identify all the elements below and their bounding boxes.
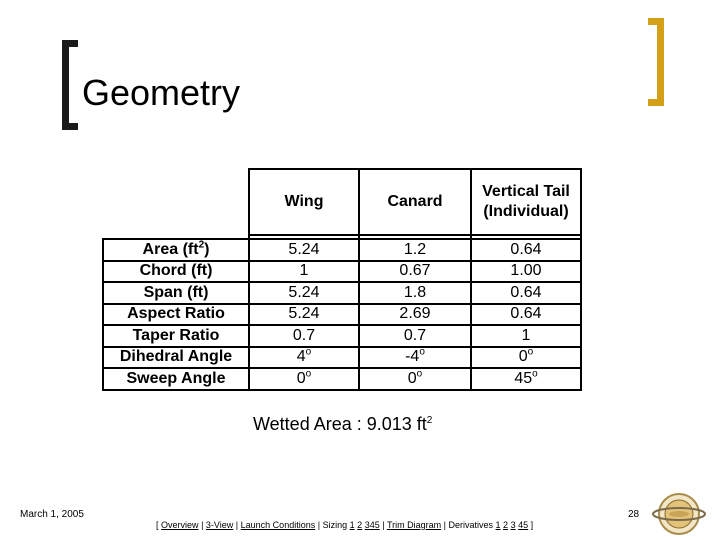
column-header-wing: Wing — [249, 169, 359, 235]
geometry-table — [102, 168, 582, 391]
table-corner-blank — [103, 169, 249, 235]
table-row — [103, 304, 581, 326]
nav-link-derivatives-1[interactable]: 1 — [495, 520, 501, 530]
nav-label-sizing: Sizing — [322, 520, 348, 530]
wetted-area-text: Wetted Area : 9.013 $ft^2$ — [253, 414, 433, 434]
cell-value: 0.64 — [471, 282, 581, 304]
cell-value: 0.64 — [471, 239, 581, 261]
row-label-aspect-ratio: Aspect Ratio — [103, 304, 249, 326]
slide-date: March 1, 2005 — [20, 509, 84, 520]
cell-value: 5.24 — [249, 239, 359, 261]
nav-link-derivatives-3[interactable]: 3 — [510, 520, 516, 530]
cell-value: 0$^o$ — [471, 347, 581, 369]
right-bracket-decoration — [648, 18, 664, 106]
row-label-taper-ratio: Taper Ratio — [103, 325, 249, 347]
nav-link-derivatives-4[interactable]: 4 — [518, 520, 524, 530]
nav-link-sizing-1[interactable]: 1 — [349, 520, 355, 530]
left-bracket-decoration — [62, 40, 78, 130]
cell-value: 1.8 — [359, 282, 471, 304]
nav-link-derivatives-2[interactable]: 2 — [503, 520, 509, 530]
nav-link-sizing-2[interactable]: 2 — [357, 520, 363, 530]
slide-title: Geometry — [82, 72, 241, 113]
cell-value: 5.24 — [249, 282, 359, 304]
table-row — [103, 368, 581, 390]
nav-link-3-view[interactable]: 3-View — [205, 520, 234, 530]
table-row — [103, 347, 581, 369]
nav-link-sizing-4[interactable]: 4 — [369, 520, 375, 530]
cell-value: 1.00 — [471, 261, 581, 283]
cell-value: 0$^o$ — [249, 368, 359, 390]
cell-value: 0.64 — [471, 304, 581, 326]
row-label-span: Span (ft) — [103, 282, 249, 304]
cell-value: 1 — [249, 261, 359, 283]
cell-value: 0.7 — [359, 325, 471, 347]
nav-link-trim-diagram[interactable]: Trim Diagram — [386, 520, 442, 530]
cell-value: 2.69 — [359, 304, 471, 326]
cell-value: -4$^o$ — [359, 347, 471, 369]
row-label-dihedral-angle: Dihedral Angle — [103, 347, 249, 369]
column-header-vertical-tail: Vertical Tail (Individual) — [471, 169, 581, 235]
cell-value: 0.67 — [359, 261, 471, 283]
table-row — [103, 239, 581, 261]
table-row — [103, 282, 581, 304]
nav-label-derivatives: Derivatives — [448, 520, 493, 530]
aerospace-logo — [652, 492, 706, 536]
cell-value: 45$^o$ — [471, 368, 581, 390]
nav-link-sizing-5[interactable]: 5 — [374, 520, 380, 530]
cell-value: 0.7 — [249, 325, 359, 347]
table-header-row — [103, 169, 581, 235]
row-label-area: Area $(ft^2)$ — [103, 239, 249, 261]
table-row — [103, 261, 581, 283]
page-number: 28 — [628, 509, 640, 520]
row-label-sweep-angle: Sweep Angle — [103, 368, 249, 390]
nav-link-sizing-3[interactable]: 3 — [364, 520, 370, 530]
table-row — [103, 325, 581, 347]
cell-value: 5.24 — [249, 304, 359, 326]
footer-navigation: [ Overview | 3-View | Launch Conditions | Sizing 1 2 345 | Trim Diagram | Derivatives 1 2 3 45 ] — [156, 520, 534, 530]
nav-link-derivatives-5[interactable]: 5 — [523, 520, 529, 530]
row-label-chord: Chord (ft) — [103, 261, 249, 283]
cell-value: 1 — [471, 325, 581, 347]
cell-value: 0$^o$ — [359, 368, 471, 390]
nav-link-overview[interactable]: Overview — [161, 520, 199, 530]
cell-value: 4$^o$ — [249, 347, 359, 369]
nav-link-launch-conditions[interactable]: Launch Conditions — [240, 520, 316, 530]
cell-value: 1.2 — [359, 239, 471, 261]
column-header-canard: Canard — [359, 169, 471, 235]
